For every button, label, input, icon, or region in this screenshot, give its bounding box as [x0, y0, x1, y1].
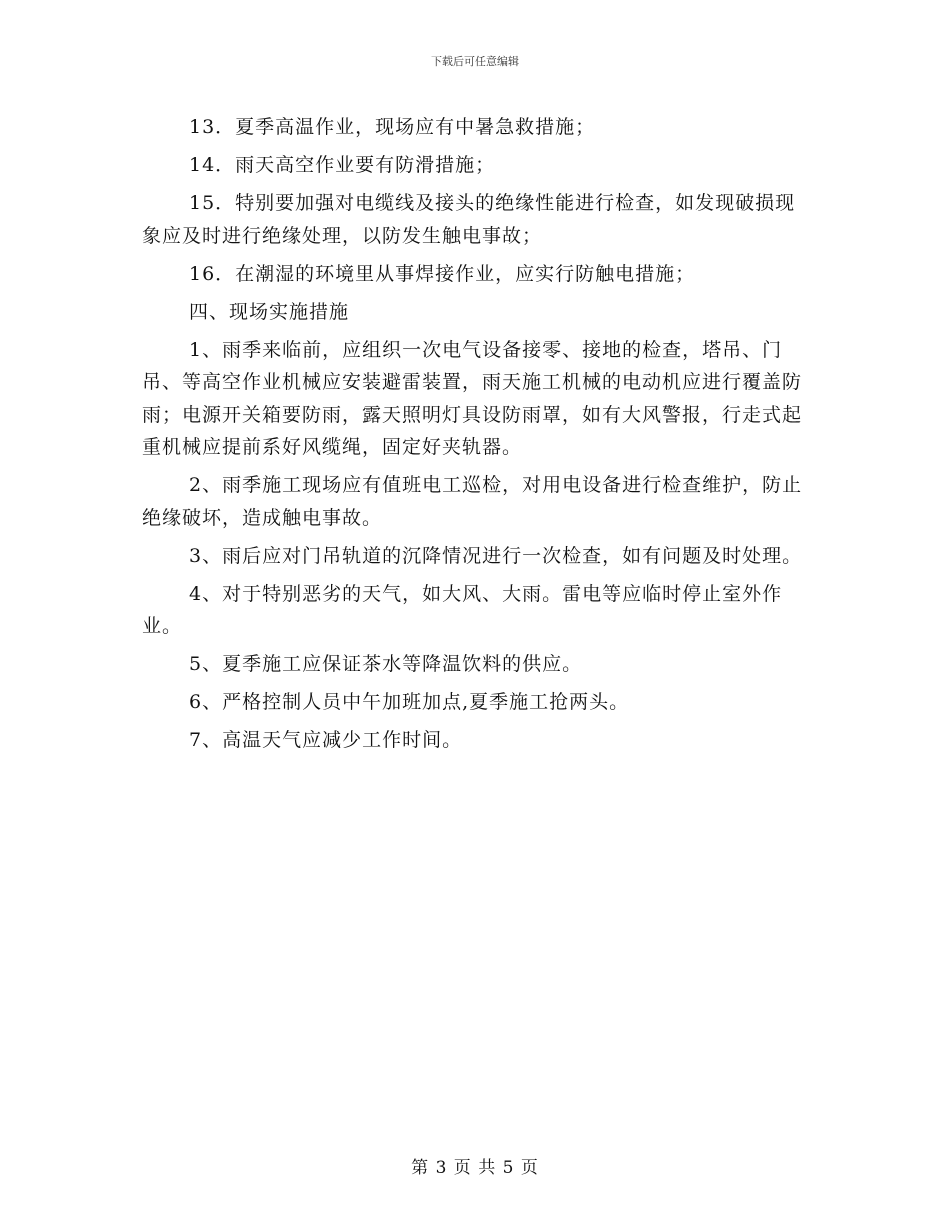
- paragraph-item-14: 14．雨天高空作业要有防滑措施；: [189, 154, 496, 176]
- paragraph-item-15: 15．特别要加强对电缆线及接头的绝缘性能进行检查，如发现破损现象应及时进行绝缘处理，以防发生触电事故；: [142, 192, 796, 247]
- section-heading: 四、现场实施措施: [189, 300, 350, 323]
- measure-item-4: 4、对于特别恶劣的天气，如大风、大雨。雷电等应临时停止室外作业。: [142, 582, 783, 637]
- measure-item-6: 6、严格控制人员中午加班加点,夏季施工抢两头。: [189, 691, 630, 713]
- measure-item-5: 5、夏季施工应保证茶水等降温饮料的供应。: [189, 653, 583, 675]
- paragraph-item-13: 13．夏季高温作业，现场应有中暑急救措施；: [189, 116, 596, 138]
- page-number: 第 3 页 共 5 页: [411, 1158, 539, 1178]
- document-body: [142, 111, 812, 762]
- paragraph-item-16: 16．在潮湿的环境里从事焊接作业，应实行防触电措施；: [189, 262, 696, 285]
- measure-item-2: 2、雨季施工现场应有值班电工巡检，对用电设备进行检查维护，防止绝缘破坏，造成触电事故。: [142, 474, 803, 529]
- measure-item-1: 1、雨季来临前，应组织一次电气设备接零、接地的检查，塔吊、门吊、等高空作业机械应安装避雷装置，雨天施工机械的电动机应进行覆盖防雨；电源开关箱要防雨，露天照明灯具设防雨罩，如有大风警报，行走式起重机械应提前系好风缆绳，固定好夹轨器。: [142, 338, 803, 458]
- measure-item-3: 3、雨后应对门吊轨道的沉降情况进行一次检查，如有问题及时处理。: [189, 544, 803, 567]
- page-header: 下载后可任意编辑: [431, 55, 519, 68]
- measure-item-7: 7、高温天气应减少工作时间。: [189, 729, 463, 751]
